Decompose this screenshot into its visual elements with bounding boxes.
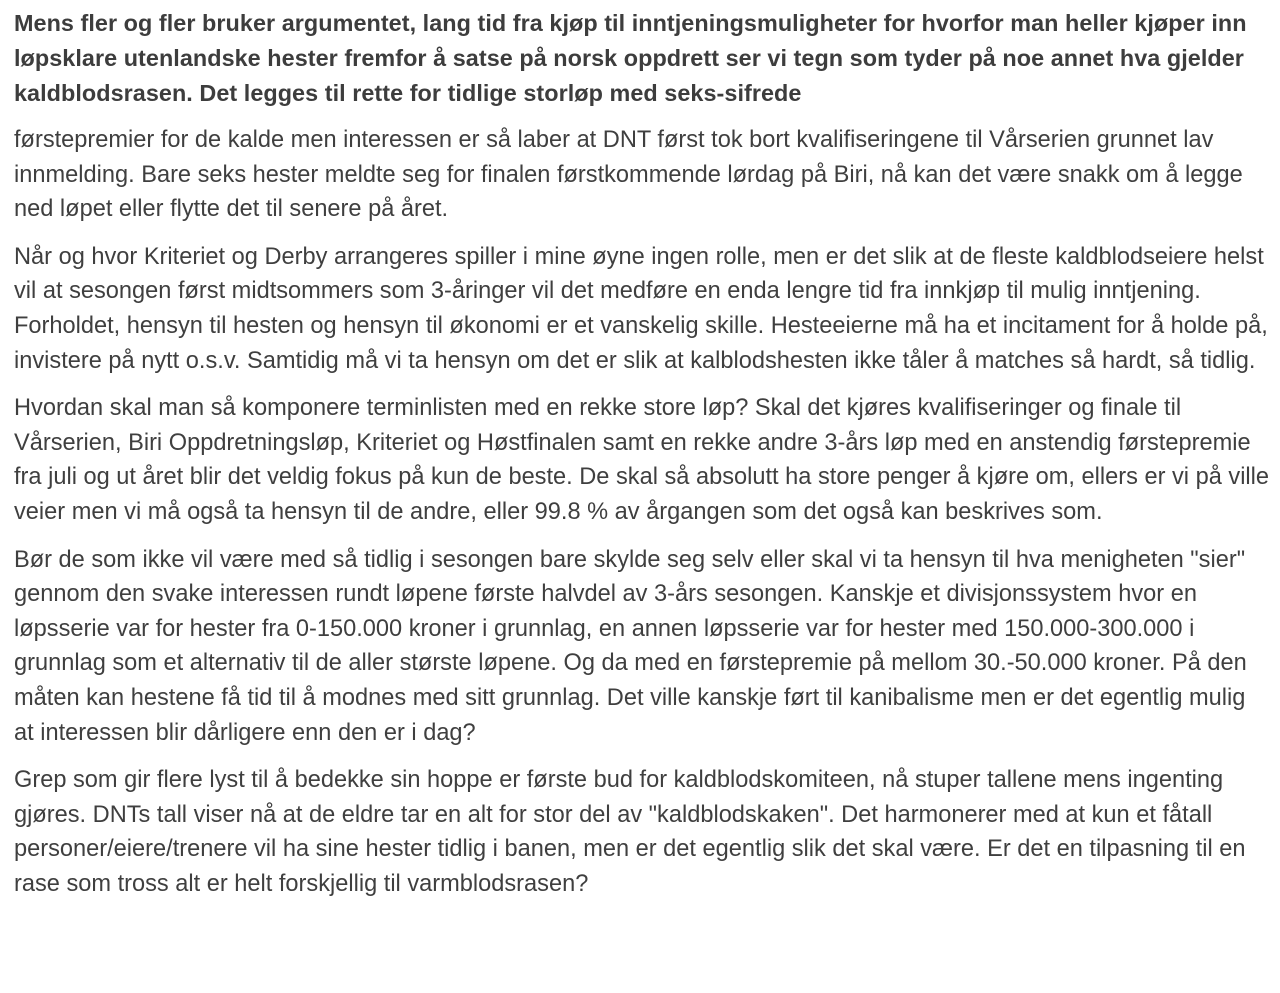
article-body <box>14 6 1270 914</box>
article-lead: Mens fler og fler bruker argumentet, lang tid fra kjøp til inntjeningsmuligheter for hvorfor man heller kjøper inn løpsklare utenlandske hester fremfor å satse på norsk oppdrett ser vi tegn som tyder på noe annet hva gjelder kaldblodsrasen. Det legges til rette for tidlige storløp med seks-sifrede <box>14 10 1247 106</box>
paragraph-5: Grep som gir flere lyst til å bedekke sin hoppe er første bud for kaldblodskomiteen, nå stuper tallene mens ingenting gjøres. DNTs tall viser nå at de eldre tar en alt for stor del av "kaldblodskaken". Det harmonerer med at kun et fåtall personer/eiere/trenere vil ha sine hester tidlig i banen, men er det egentlig slik det skal være. Er det en tilpasning til en rase som tross alt er helt forskjellig til varmblodsrasen? <box>14 767 1246 897</box>
paragraph-4: Bør de som ikke vil være med så tidlig i sesongen bare skylde seg selv eller skal vi ta hensyn til hva menigheten "sier" gennom den svake interessen rundt løpene første halvdel av 3-års sesongen. Kanskje et divisjonssystem hvor en løpsserie var for hester fra 0-150.000 kroner i grunnlag, en annen løpsserie var for hester med 150.000-300.000 i grunnlag som et alternativ til de aller største løpene. Og da med en førstepremie på mellom 30.-50.000 kroner. På den måten kan hestene få tid til å modnes med sitt grunnlag. Det ville kanskje ført til kanibalisme men er det egentlig mulig at interessen blir dårligere enn den er i dag? <box>14 546 1247 746</box>
paragraph-1: førstepremier for de kalde men interessen er så laber at DNT først tok bort kvalifiseringene til Vårserien grunnet lav innmelding. Bare seks hester meldte seg for finalen førstkommende lørdag på Biri, nå kan det være snakk om å legge ned løpet eller flytte det til senere på året. <box>14 127 1243 223</box>
paragraph-3: Hvordan skal man så komponere terminlisten med en rekke store løp? Skal det kjøres kvalifiseringer og finale til Vårserien, Biri Oppdretningsløp, Kriteriet og Høstfinalen samt en rekke andre 3-års løp med en anstendig førstepremie fra juli og ut året blir det veldig fokus på kun de beste. De skal så absolutt ha store penger å kjøre om, ellers er vi på ville veier men vi må også ta hensyn til de andre, eller 99.8 % av årgangen som det også kan beskrives som. <box>14 395 1270 525</box>
paragraph-2: Når og hvor Kriteriet og Derby arrangeres spiller i mine øyne ingen rolle, men er det slik at de fleste kaldblodseiere helst vil at sesongen først midtsommers som 3-åringer vil det medføre en enda lengre tid fra innkjøp til mulig inntjening. Forholdet, hensyn til hesten og hensyn til økonomi er et vanskelig skille. Hesteeierne må ha et incitament for å holde på, invistere på nytt o.s.v. Samtidig må vi ta hensyn om det er slik at kalblodshesten ikke tåler å matches så hardt, så tidlig. <box>14 243 1268 374</box>
